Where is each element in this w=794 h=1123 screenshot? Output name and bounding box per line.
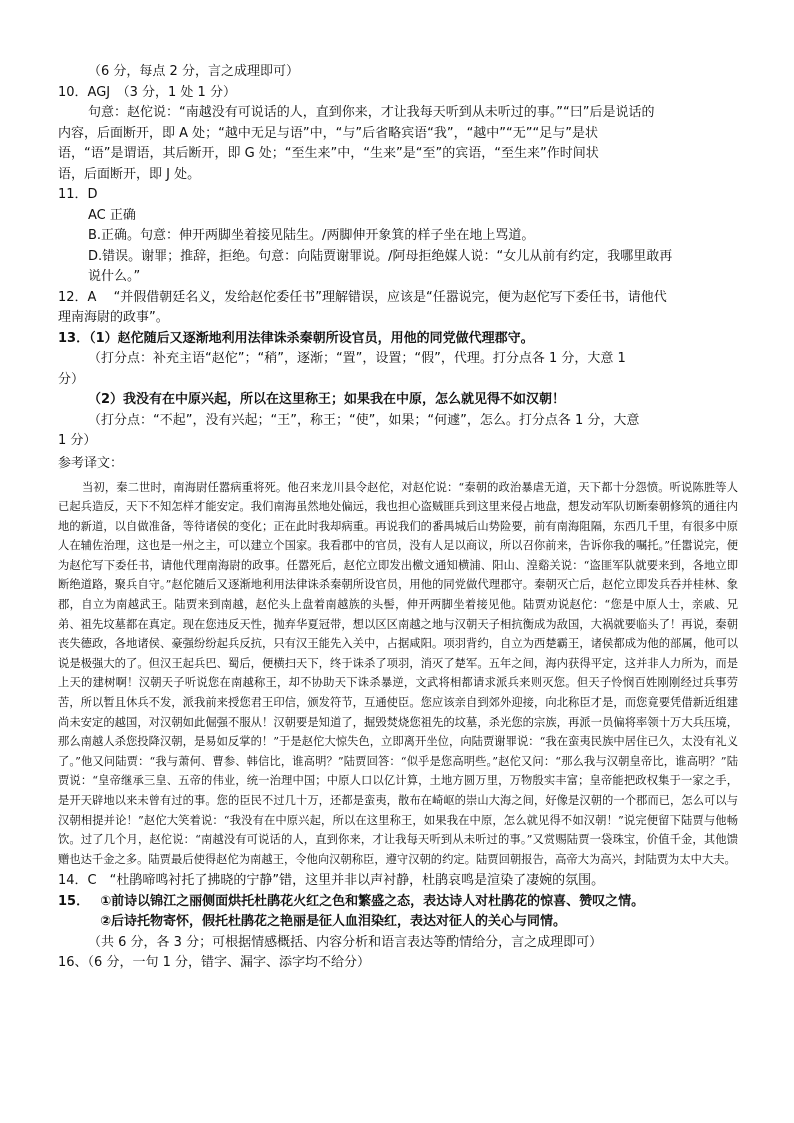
q10-answer: 10．AGJ （3 分，1 处 1 分） [58, 84, 236, 100]
q13-scoring-1: （打分点：补充主语“赵佗”；“稍”，逐渐；“置”，设置；“假”，代理。打分点各 1 分，大意 1 [88, 351, 626, 366]
q10-explanation-line-4: 语，后面断开，即 J 处。 [58, 166, 201, 182]
q12-answer-line-2: 理南海尉的政事”。 [58, 310, 169, 325]
q13-scoring-2-end: 1 分） [58, 433, 97, 448]
q11-option-ac: AC 正确 [88, 207, 136, 223]
q13-scoring-1-end: 分） [58, 371, 85, 387]
q10-explanation-line-3: 语，“语”是谓语，其后断开，即 G 处；“至生来”中，“生来”是“至”的宾语，“至生来”作时间状 [58, 146, 599, 161]
q11-option-d-line-2: 说什么。” [88, 269, 141, 284]
q15-point-1: 15． ①前诗以锦江之丽侧面烘托杜鹃花火红之色和繁盛之态，表达诗人对杜鹃花的惊喜、赞叹之情。 [58, 893, 645, 909]
q11-option-d-line-1: D.错误。谢罪；推辞，拒绝。句意：向陆贾谢罪说。/阿母拒绝媒人说：“女儿从前有约定，我哪里敢再 [88, 248, 673, 264]
reference-translation-body: 当初，秦二世时，南海尉任嚣病重将死。他召来龙川县令赵佗，对赵佗说：“秦朝的政治暴虐无道，天下都十分怨愤。听说陈胜等人已起兵造反，天下不知怎样才能安定。我们南海虽然地处偏远，我也担心盗贼匪兵到这里来侵占地盘，想发动军队切断秦朝修筑的通往内地的新道，以自做准备，等待诸侯的变化；正在此时我却病重。再说我们的番禺城后山势险要，前有南海阻隔，东西几千里，有很多中原人在辅佐治理，这也是一州之主，可以建立个国家。我看郡中的官员，没有人足以商议，所以召你前来，告诉你我的嘱托。”任嚣说完，便为赵佗写下委任书，请他代理南海尉的政事。任嚣死后，赵佗立即发出檄文通知横浦、阳山、湟谿关说：“盗匪军队就要来到，各地立即断绝道路，聚兵自守。”赵佗随后又逐渐地利用法律诛杀秦朝所设官员，用他的同党做代理郡守。秦朝灭亡后，赵佗立即发兵吞并桂林、象郡，自立为南越武王。陆贾来到南越，赵佗头上盘着南越族的头髻，伸开两脚坐着接见他。陆贾劝说赵佗：“您是中原人士，亲戚、兄弟、祖先坟墓都在真定。现在您违反天性，抛弃华夏冠带，想以区区南越之地与汉朝天子相抗衡成为敌国，大祸就要临头了！再说，秦朝丧失德政，各地诸侯、豪强纷纷起兵反抗，只有汉王能先入关中，占据咸阳。项羽背约，自立为西楚霸王，诸侯都成为他的部属，他可以说是极强大的了。但汉王起兵巴、蜀后，便横扫天下，终于诛杀了项羽，消灭了楚军。五年之间，海内获得平定，这并非人力所为，而是上天的建树啊！汉朝天子听说您在南越称王，却不协助天下诛杀暴逆，文武将相都请求派兵来则灭您。但天子怜悯百姓刚刚经过兵事劳苦，所以暂且休兵不发，派我前来授您君王印信，颁发符节，互通使臣。您应该亲自到郊外迎接，向北称臣才是，而您竟要凭借新近组建尚未安定的越国，对汉朝如此倔强不服从！汉朝要是知道了，掘毁焚烧您祖先的坟墓，杀光您的宗族，再派一员偏将率领十万大兵压境，那么南越人杀您投降汉朝，是易如反掌的！”于是赵佗大惊失色，立即离开坐位，向陆贾谢罪说：“我在蛮夷民族中居住已久，太没有礼义了。”他又问陆贾：“我与萧何、曹参、韩信比，谁高明？”陆贾回答：“似乎是您高明些。”赵佗又问：“那么我与汉朝皇帝比，谁高明？”陆贾说：“皇帝继承三皇、五帝的伟业，统一治理中国；中原人口以亿计算，土地方圆万里，万物殷实丰富；皇帝能把政权集于一家之手，是开天辟地以来未曾有过的事。您的臣民不过几十万，还都是蛮夷，散布在崎岖的崇山大海之间，好像是汉朝的一个郡而已，怎么可以与汉朝相提并论！”赵佗大笑着说：“我没有在中原兴起，所以在这里称王，如果我在中原，怎么就见得不如汉朝！”说完便留下陆贾与他畅饮。过了几个月，赵佗说：“南越没有可说话的人，直到你来，才让我每天听到从未听过的事。”又赏赐陆贾一袋珠宝，价值千金，其他馈赠也达千金之多。陆贾最后使得赵佗为南越王，令他向汉朝称臣，遵守汉朝的约定。陆贾回朝报告，高帝大为高兴，封陆贾为太中大夫。 [58, 480, 738, 866]
q15-point-2: ②后诗托物寄怀，假托杜鹃花之艳丽是征人血泪染红，表达对征人的关心与同情。 [100, 914, 567, 930]
q13-scoring-2: （打分点：“不起”，没有兴起；“王”，称王；“使”，如果；“何遽”，怎么。打分点各 1 分，大意 [88, 412, 640, 428]
q11-answer: 11．D [58, 187, 98, 202]
q10-explanation-line-2: 内容，后面断开，即 A 处；“越中无足与语”中，“与”后省略宾语“我”，“越中”“无”“足与”是状 [58, 125, 598, 141]
reference-translation-title: 参考译文： [58, 455, 124, 471]
q16-scoring-note: 16、（6 分，一句 1 分，错字、漏字、添字均不给分） [58, 955, 370, 971]
answer-page [58, 62, 738, 974]
q9-scoring-note: （6 分，每点 2 分，言之成理即可） [88, 64, 299, 79]
q13-translation-2: （2）我没有在中原兴起，所以在这里称王；如果我在中原，怎么就见得不如汉朝！ [88, 392, 566, 407]
q12-answer-line-1: 12．A “并假借朝廷名义，发给赵佗委任书”理解错误，应该是“任嚣说完，便为赵佗写下委任书，请他代 [58, 289, 667, 305]
q14-answer: 14．C “杜鹃啼鸣衬托了拂晓的宁静”错，这里并非以声衬静，杜鹃哀鸣是渲染了凄婉的氛围。 [58, 873, 605, 889]
q10-explanation-line-1: 句意：赵佗说：“南越没有可说话的人，直到你来，才让我每天听到从未听过的事。”“曰”后是说话的 [88, 105, 655, 120]
q15-scoring-note: （共 6 分，各 3 分；可根据情感概括、内容分析和语言表达等酌情给分，言之成理即可） [88, 934, 603, 950]
q11-option-b: B.正确。句意：伸开两脚坐着接见陆生。/两脚伸开象箕的样子坐在地上骂道。 [88, 228, 535, 243]
q13-translation-1: 13．（1）赵佗随后又逐渐地利用法律诛杀秦朝所设官员，用他的同党做代理郡守。 [58, 330, 534, 346]
